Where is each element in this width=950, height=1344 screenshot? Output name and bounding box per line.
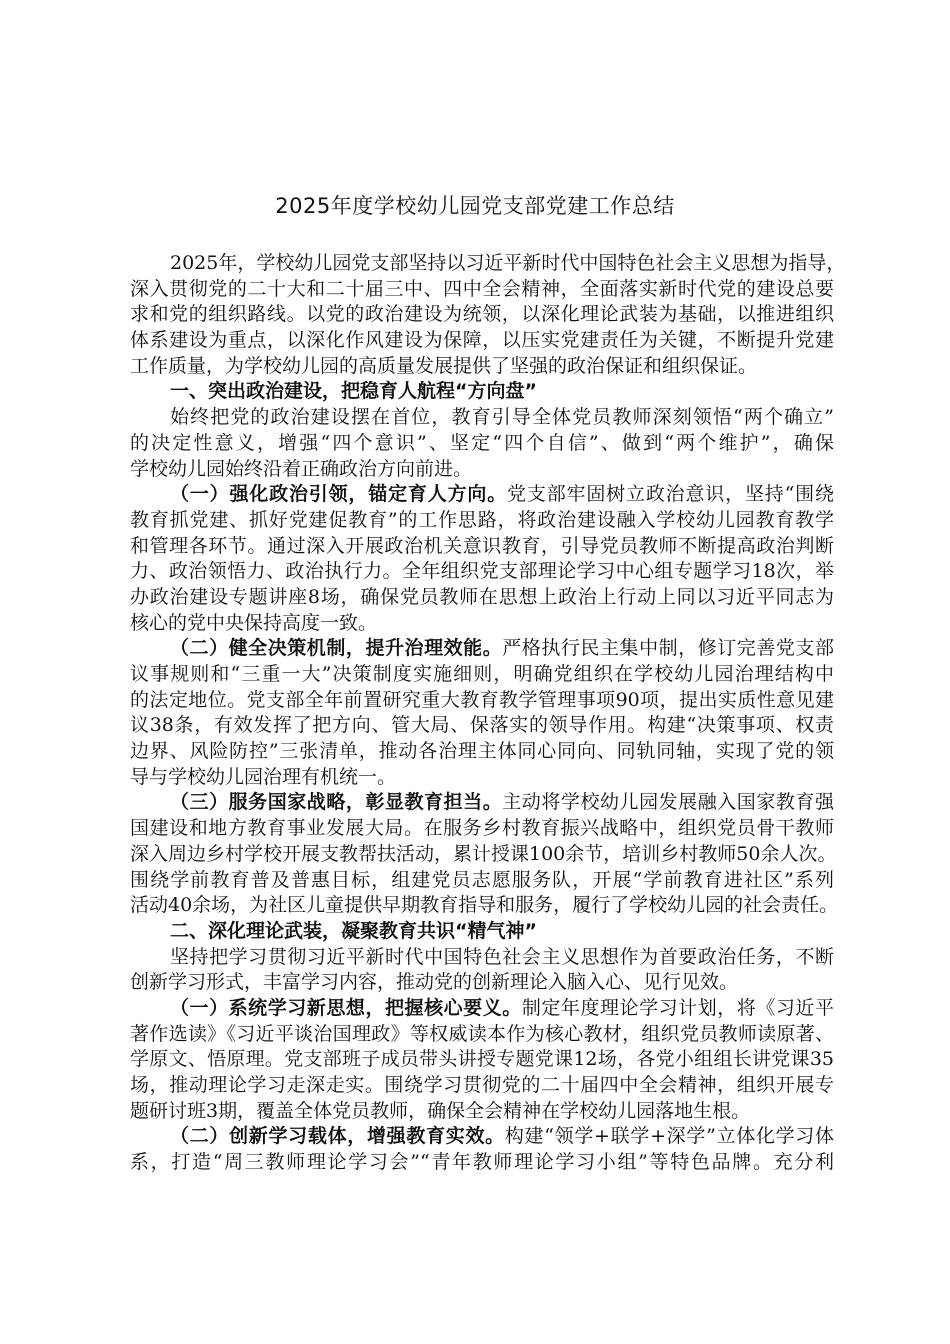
text-line: [130, 970, 834, 996]
text-line: [130, 1124, 834, 1150]
section-heading: [130, 919, 834, 945]
text-line: [130, 919, 834, 945]
line-text: 议38条，有效发挥了把方向、管大局、保落实的领导作用。构建“决策事项、权责: [130, 714, 834, 737]
line-text: 力、政治领悟力、政治执行力。全年组织党支部理论学习中心组专题学习18次，举: [130, 560, 834, 583]
line-text: 办政治建设专题讲座8场，确保党员教师在思想上政治上行动上同以习近平同志为: [130, 585, 834, 608]
line-text: 党支部牢固树立政治意识，坚持“围绕: [507, 483, 834, 506]
line-text: 严格执行民主集中制，修订完善党支部: [502, 637, 834, 660]
paragraph: [130, 405, 834, 482]
line-text: 场，推动理论学习走深走实。围绕学习贯彻党的二十届四中全会精神，组织开展专: [130, 1074, 834, 1096]
text-line: [130, 328, 834, 354]
text-line: [130, 765, 834, 791]
line-text: 制定年度理论学习计划，将《习近平: [521, 996, 834, 1019]
paragraph: [130, 1124, 834, 1175]
text-line: [130, 816, 834, 842]
bold-lead: （一）系统学习新思想，把握核心要义。: [170, 996, 522, 1019]
line-text: 围绕学前教育普及普惠目标，组建党员志愿服务队，开展“学前教育进社区”系列: [130, 868, 834, 891]
line-text: 求和党的组织路线。以党的政治建设为统领，以深化理论武装为基础，以推进组织: [130, 303, 834, 326]
text-line: [130, 379, 834, 405]
line-text: 教育抓党建、抓好党建促教育”的工作思路，将政治建设融入学校幼儿园教育教学: [130, 508, 834, 531]
paragraph: [130, 996, 834, 1124]
line-text: 边界、风险防控”三张清单，推动各治理主体同心同向、同轨同轴，实现了党的领: [130, 740, 834, 763]
line-text: 著作选读》《习近平谈治国理政》等权威读本作为核心教材，组织党员教师读原著、: [130, 1022, 834, 1045]
line-text: 的法定地位。党支部全年前置研究重大教育教学管理事项90项，提出实质性意见建: [130, 688, 834, 711]
paragraph: [130, 790, 839, 918]
text-line: [130, 868, 834, 894]
line-text: 活动40余场，为社区儿童提供早期教育指导和服务，履行了学校幼儿园的社会责任。: [130, 894, 839, 917]
line-text: 体系建设为重点，以深化作风建设为保障，以压实党建责任为关键，不断提升党建: [130, 329, 834, 352]
line-text: 和管理各环节。通过深入开展政治机关意识教育，引导党员教师不断提高政治判断: [130, 534, 834, 557]
text-line: [130, 1150, 834, 1176]
line-text: 深入贯彻党的二十大和二十届三中、四中全会精神，全面落实新时代党的建设总要: [130, 277, 834, 300]
text-line: [130, 713, 834, 739]
text-line: [130, 251, 846, 277]
line-text: 工作质量，为学校幼儿园的高质量发展提供了坚强的政治保证和组织保证。: [130, 354, 758, 377]
text-line: [130, 1022, 834, 1048]
text-line: [130, 508, 834, 534]
line-text: 系，打造“周三教师理论学习会”“青年教师理论学习小组”等特色品牌。充分利: [130, 1151, 834, 1174]
text-line: [130, 1099, 834, 1125]
text-line: [130, 842, 837, 868]
paragraph: [130, 636, 834, 790]
line-text: 国建设和地方教育事业发展大局。在服务乡村教育振兴战略中，组织党员骨干教师: [130, 817, 834, 840]
document-body: [130, 251, 846, 1176]
text-line: [130, 302, 834, 328]
text-line: [130, 559, 834, 585]
bold-lead: （三）服务国家战略，彰显教育担当。: [170, 791, 503, 814]
line-text: 主动将学校幼儿园发展融入国家教育强: [502, 791, 834, 814]
line-text: 题研讨班3期，覆盖全体党员教师，确保全会精神在学校幼儿园落地生根。: [130, 1099, 751, 1122]
text-line: [130, 1073, 834, 1099]
text-line: [130, 688, 834, 714]
paragraph: [130, 251, 846, 379]
section-heading: [130, 379, 834, 405]
line-text: 核心的党中央保持高度一致。: [130, 611, 378, 634]
line-text: 导与学校幼儿园治理有机统一。: [130, 765, 397, 788]
line-text: 深入周边乡村学校开展支教帮扶活动，累计授课100余节，培训乡村教师50余人次。: [130, 842, 837, 865]
bold-lead: 二、深化理论武装，凝聚教育共识“精气神”: [170, 919, 537, 942]
text-line: [130, 482, 834, 508]
text-line: [130, 996, 834, 1022]
text-line: [130, 354, 834, 380]
line-text: 2025年，学校幼儿园党支部坚持以习近平新时代中国特色社会主义思想为指导，: [170, 252, 846, 274]
line-text: 议事规则和“三重一大”决策制度实施细则，明确党组织在学校幼儿园治理结构中: [130, 663, 834, 685]
text-line: [130, 790, 834, 816]
paragraph: [130, 482, 834, 636]
text-line: [130, 893, 839, 919]
text-line: [130, 611, 834, 637]
line-text: 创新学习形式，丰富学习内容，推动党的创新理论入脑入心、见行见效。: [130, 971, 739, 994]
text-line: [130, 945, 834, 971]
paragraph: [130, 945, 834, 996]
bold-lead: （二）健全决策机制，提升治理效能。: [170, 637, 503, 660]
text-line: [130, 662, 834, 688]
line-text: 的决定性意义，增强“四个意识”、坚定“四个自信”、做到“两个维护”，确保: [130, 431, 834, 454]
text-line: [130, 405, 834, 431]
line-text: 学原文、悟原理。党支部班子成员带头讲授专题党课12场，各党小组组长讲党课35: [130, 1048, 834, 1071]
bold-lead: （一）强化政治引领，锚定育人方向。: [170, 483, 508, 506]
line-text: 构建“领学+联学+深学”立体化学习体: [504, 1125, 834, 1148]
text-line: [130, 1047, 834, 1073]
text-line: [130, 534, 834, 560]
line-text: 始终把党的政治建设摆在首位，教育引导全体党员教师深刻领悟“两个确立”: [170, 406, 834, 429]
line-text: 学校幼儿园始终沿着正确政治方向前进。: [130, 457, 473, 480]
document-title: 2025年度学校幼儿园党支部党建工作总结: [275, 194, 675, 218]
bold-lead: 一、突出政治建设，把稳育人航程“方向盘”: [170, 380, 537, 403]
text-line: [130, 431, 834, 457]
text-line: [130, 739, 834, 765]
text-line: [130, 457, 834, 483]
text-line: [130, 636, 834, 662]
bold-lead: （二）创新学习载体，增强教育实效。: [170, 1125, 505, 1148]
line-text: 坚持把学习贯彻习近平新时代中国特色社会主义思想作为首要政治任务，不断: [170, 945, 834, 968]
text-line: [130, 277, 834, 303]
text-line: [130, 585, 834, 611]
